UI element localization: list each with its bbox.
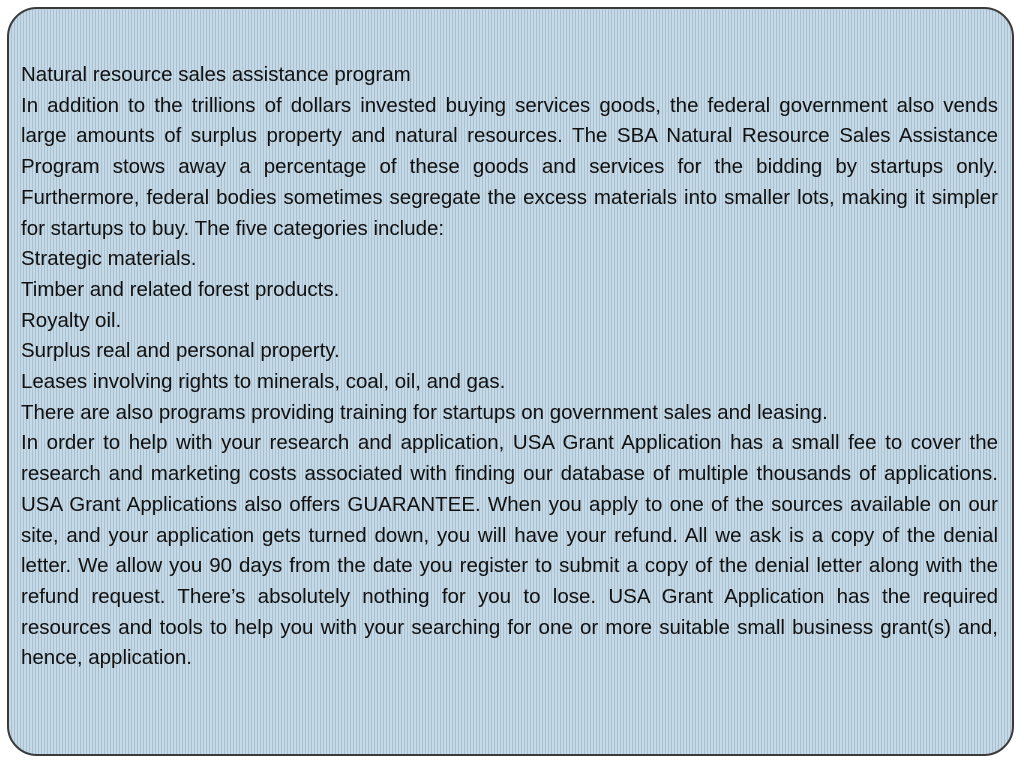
slide-body bbox=[21, 60, 998, 674]
intro-paragraph: In addition to the trillions of dollars invested buying services goods, the federal government also vends large amounts of surplus property and natural resources. The SBA Natural Resource Sales Assistance Program stows away a percentage of these goods and services for the bidding by startups only. Furthermore, federal bodies sometimes segregate the excess materials into smaller lots, making it simpler for startups to buy. The five categories include: bbox=[21, 93, 998, 240]
training-note: There are also programs providing training for startups on government sales and leasing. bbox=[21, 400, 828, 424]
category-item: Timber and related forest products. bbox=[21, 277, 340, 301]
category-item: Royalty oil. bbox=[21, 308, 122, 332]
closing-paragraph: In order to help with your research and application, USA Grant Application has a small fee to cover the research and marketing costs associated with finding our database of multiple thousands of applications. USA Grant Applications also offers GUARANTEE. When you apply to one of the sources available on our site, and your application gets turned down, you will have your refund. All we ask is a copy of the denial letter. We allow you 90 days from the date you register to submit a copy of the denial letter along with the refund request. There’s absolutely nothing for you to lose. USA Grant Application has the required resources and tools to help you with your searching for one or more suitable small business grant(s) and, hence, application. bbox=[21, 431, 998, 670]
category-item: Leases involving rights to minerals, coal, oil, and gas. bbox=[21, 370, 506, 394]
category-item: Surplus real and personal property. bbox=[21, 339, 340, 363]
slide-title: Natural resource sales assistance program bbox=[21, 63, 411, 86]
category-item: Strategic materials. bbox=[21, 247, 197, 271]
content-panel bbox=[7, 7, 1014, 756]
